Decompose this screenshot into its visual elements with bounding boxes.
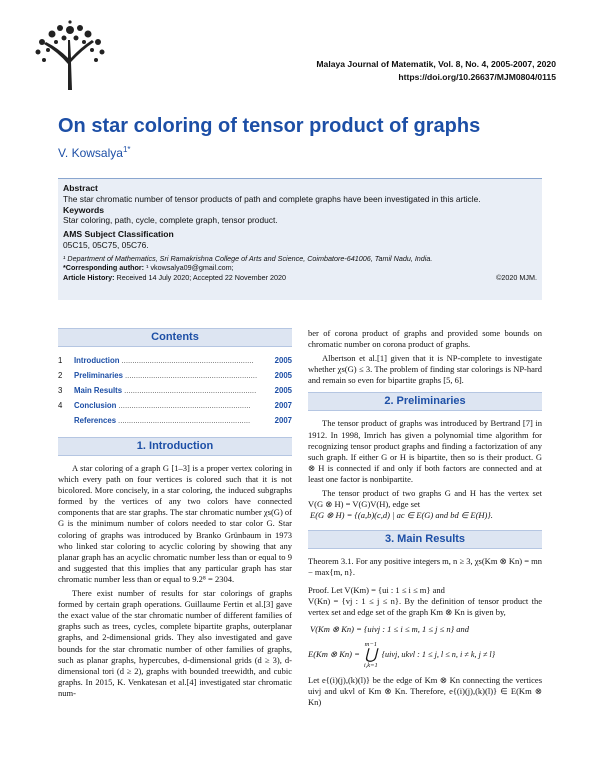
toc-page: 2005 <box>274 356 292 365</box>
table-of-contents <box>58 347 292 434</box>
union-operator <box>364 641 378 669</box>
keywords-heading: Keywords <box>63 204 105 215</box>
right-column <box>308 328 542 708</box>
union-lower: i,k=1 <box>363 661 378 669</box>
prelim-heading: 2. Preliminaries <box>308 392 542 411</box>
proof-vertex-set: V(Kn) = {vj : 1 ≤ j ≤ n}. By the definition of tensor product the vertex set and edge set of the graph Km ⊗ Kn is given by, <box>308 595 542 617</box>
journal-tree-logo <box>30 20 110 92</box>
paper-title: On star coloring of tensor product of graphs <box>58 115 481 137</box>
intro-heading: 1. Introduction <box>58 437 292 456</box>
toc-label: References <box>74 416 117 425</box>
equation-vertex-set: V(Km ⊗ Kn) = {uivj : 1 ≤ i ≤ m, 1 ≤ j ≤ n} and <box>310 623 469 634</box>
theorem-3-1: Theorem 3.1. For any positive integers m, n ≥ 3, χs(Km ⊗ Kn) = mn − max{m, n}. <box>308 556 542 578</box>
author-name: V. Kowsalya <box>58 146 123 160</box>
corresponding-author <box>63 263 537 273</box>
toc-num: 4 <box>58 401 63 410</box>
corona-paragraph: ber of corona product of graphs and provided some bounds on chromatic number on corona product of graphs. <box>308 328 542 350</box>
article-history <box>63 273 537 283</box>
doi-link[interactable]: https://doi.org/10.26637/MJM0804/0115 <box>398 72 556 82</box>
toc-page: 2005 <box>274 386 292 395</box>
proof-start: Proof. Let V(Km) = {ui : 1 ≤ i ≤ m} and <box>308 584 445 595</box>
toc-num: 2 <box>58 371 63 380</box>
ams-text: 05C15, 05C75, 05C76. <box>63 239 149 250</box>
tensor-edge-set: E(G ⊗ H) = {(a,b)(c,d) | ac ∈ E(G) and bd ∈ E(H)}. <box>310 510 493 521</box>
toc-item[interactable]: References ............................................................. 2007 <box>74 416 292 425</box>
intro-paragraph-1: A star coloring of a graph G [1–3] is a proper vertex coloring in which every path on four vertices is colored such that it is not bicolored. More concisely, in a star coloring, the induced subgraphs formed by the vertices of any two colors have connected components that are star graphs. The star chromatic number χs(G) of G is the minimum number of colors needed to star color G. Star coloring of graphs was introduced by Branko Grünbaum in 1973 who linked star coloring to acyclic coloring by showing that any planar graph has an acyclic chromatic number less than or equal to 9 and suggested that this implies that any particular graph has star chromatic number less than or equal to 9.2⁸ = 2304. <box>58 463 292 584</box>
abstract-text: The star chromatic number of tensor products of path and complete graphs have been investigated in this article. <box>63 193 481 204</box>
prelim-paragraph-2: The tensor product of two graphs G and H has the vertex set V(G ⊗ H) = V(G)V(H), edge set <box>308 488 542 510</box>
toc-label: Main Results <box>74 386 123 395</box>
toc-item[interactable]: 1 Introduction ............................................................. 2005 <box>58 356 292 365</box>
union-upper: m−1 <box>364 640 377 648</box>
toc-page: 2007 <box>274 401 292 410</box>
toc-num: 1 <box>58 356 63 365</box>
author-mark: 1* <box>122 145 131 154</box>
journal-header <box>316 58 556 84</box>
union-symbol: ⋃ <box>364 646 377 663</box>
history-label: Article History: <box>63 272 115 282</box>
affiliation: ¹ Department of Mathematics, Sri Ramakrishna College of Arts and Science, Coimbatore-641006, Tamil Nadu, India. <box>63 253 433 263</box>
intro-paragraph-2: There exist number of results for star colorings of graphs formed by certain graph operations. Guillaume Fertin et al.[3] gave the exact value of the star chromatic number of different families of graphs such as trees, cycles, complete bipartite graphs, outerplanar graphs, and 2-dimensional grids. They also investigated and gave bounds for the star chromatic number of other families of graphs, such as planar graphs, hypercubes, d-dimensional grids (d ≥ 3), d-dimensional tori (d ≥ 2), graphs with bounded treewidth, and cubic graphs. In 2015, K. Venkatesan et al.[4] investigated star chromatic num- <box>58 588 292 698</box>
toc-item[interactable]: 3 Main Results ............................................................. 2005 <box>58 386 292 395</box>
history-text: Received 14 July 2020; Accepted 22 November 2020 <box>116 272 286 282</box>
ams-heading: AMS Subject Classification <box>63 229 174 240</box>
toc-page: 2005 <box>274 371 292 380</box>
eq-edge-lhs: E(Km ⊗ Kn) = <box>308 649 360 660</box>
keywords-text: Star coloring, path, cycle, complete graph, tensor product. <box>63 215 278 226</box>
toc-label: Preliminaries <box>74 371 123 380</box>
toc-label: Conclusion <box>74 401 117 410</box>
corresponding-label: *Corresponding author: <box>63 263 145 273</box>
edge-definition: Let e{(i)(j),(k)(l)} be the edge of Km ⊗ Kn connecting the vertices uivj and ukvl of Km ⊗ Kn. Therefore, e{(i)(j),(k)(l)} ∈ E(Km ⊗ Kn) <box>308 674 542 708</box>
contents-heading: Contents <box>58 328 292 347</box>
toc-item[interactable]: 2 Preliminaries ............................................................. 2005 <box>58 371 292 380</box>
copyright: ©2020 MJM. <box>496 272 537 282</box>
toc-num: 3 <box>58 386 63 395</box>
author-line <box>58 145 131 160</box>
toc-page: 2007 <box>274 416 292 425</box>
left-column <box>58 328 292 699</box>
toc-item[interactable]: 4 Conclusion ............................................................. 2007 <box>58 401 292 410</box>
abstract-heading: Abstract <box>63 183 98 193</box>
main-results-heading: 3. Main Results <box>308 530 542 549</box>
journal-citation: Malaya Journal of Matematik, Vol. 8, No. 4, 2005-2007, 2020 <box>316 59 556 69</box>
equation-edge-set <box>308 641 542 669</box>
abstract-box <box>58 178 542 300</box>
eq-edge-rhs: {uivj, ukvl : 1 ≤ j, l ≤ n, i ≠ k, j ≠ l} <box>381 650 495 660</box>
toc-label: Introduction <box>74 356 120 365</box>
prelim-paragraph-1: The tensor product of graphs was introduced by Bertrand [7] in 1912. In 1998, Imrich has given a polynomial time algorithm for recognizing tensor product graphs and finding a factorization of any such graph. If either G or H is bipartite, then so is their product. G ⊗ H is connected if and only if both factors are connected and at least one factor is nonbipartite. <box>308 418 542 484</box>
albertson-paragraph: Albertson et al.[1] given that it is NP-complete to investigate whether χs(G) ≤ 3. The problem of finding star colorings is NP-hard and remain so even for bipartite graphs [5, 6]. <box>308 353 542 386</box>
corresponding-email[interactable]: ¹ vkowsalya09@gmail.com; <box>146 263 234 273</box>
